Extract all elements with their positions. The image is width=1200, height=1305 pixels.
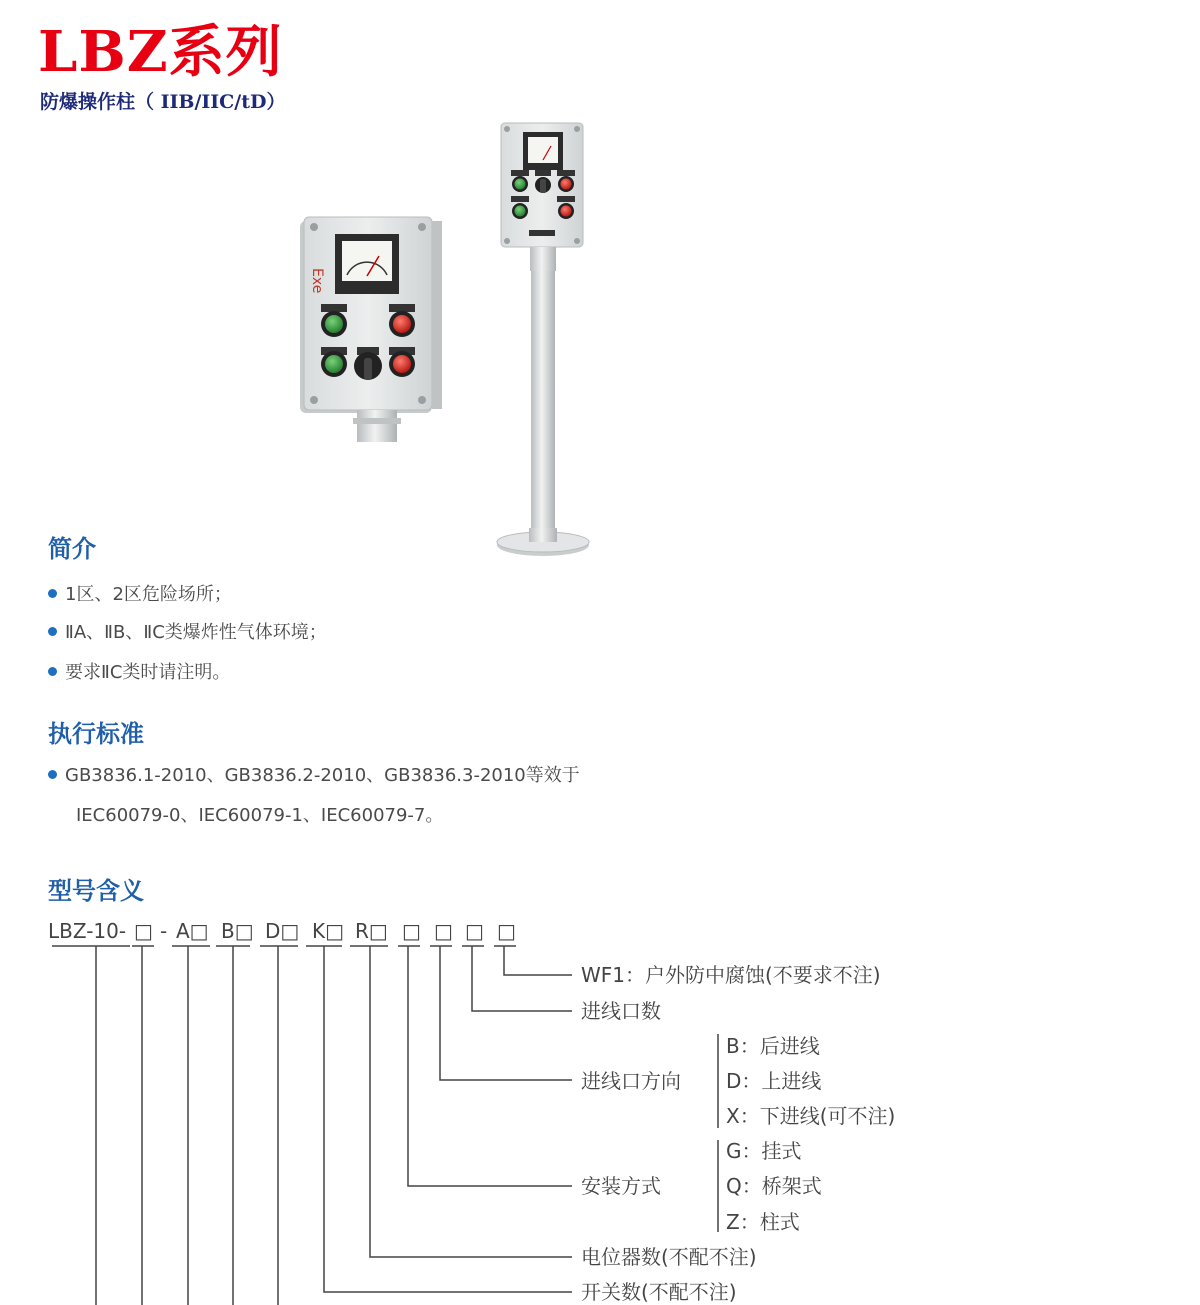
intro-item: ⅡA、ⅡB、ⅡC类爆炸性气体环境； bbox=[48, 620, 327, 646]
page-title: LBZ系列 bbox=[38, 19, 283, 85]
intro-item: 要求ⅡC类时请注明。 bbox=[48, 660, 230, 686]
option-direction: D：上进线 bbox=[726, 1069, 822, 1093]
code-dash: - bbox=[160, 919, 168, 943]
label-potentiometer: 电位器数(不配不注) bbox=[581, 1245, 757, 1269]
option-install: Z：柱式 bbox=[726, 1210, 800, 1234]
label-inlet-direction: 进线口方向 bbox=[581, 1069, 681, 1093]
code-prefix: LBZ-10- bbox=[48, 919, 127, 943]
standards-heading: 执行标准 bbox=[48, 720, 144, 748]
intro-item: 1区、2区危险场所； bbox=[48, 582, 232, 608]
code-box: □ bbox=[402, 919, 421, 943]
exe-marking: Exe bbox=[309, 268, 325, 294]
option-install: G：挂式 bbox=[726, 1139, 802, 1163]
option-direction: B：后进线 bbox=[726, 1034, 820, 1058]
code-box: □ bbox=[434, 919, 453, 943]
code-b: B□ bbox=[221, 919, 254, 943]
label-install-method: 安装方式 bbox=[581, 1174, 661, 1198]
code-a: A□ bbox=[176, 919, 209, 943]
option-direction: X：下进线(可不注) bbox=[726, 1104, 896, 1128]
code-box: □ bbox=[134, 919, 153, 943]
standards-item: GB3836.1-2010、GB3836.2-2010、GB3836.3-2010等效于 bbox=[48, 763, 580, 789]
code-k: K□ bbox=[312, 919, 345, 943]
code-box: □ bbox=[497, 919, 516, 943]
model-heading: 型号含义 bbox=[48, 877, 144, 905]
option-install: Q：桥架式 bbox=[726, 1174, 822, 1198]
label-switch-count: 开关数(不配不注) bbox=[581, 1280, 737, 1304]
code-box: □ bbox=[465, 919, 484, 943]
code-r: R□ bbox=[355, 919, 388, 943]
intro-heading: 简介 bbox=[48, 535, 96, 563]
code-d: D□ bbox=[265, 919, 300, 943]
standards-continuation: IEC60079-0、IEC60079-1、IEC60079-7。 bbox=[76, 805, 444, 826]
label-inlet-count: 进线口数 bbox=[581, 999, 661, 1023]
label-wf1: WF1：户外防中腐蚀(不要求不注) bbox=[581, 963, 881, 987]
page-subtitle: 防爆操作柱（ IIB/IIC/tD） bbox=[40, 91, 286, 113]
